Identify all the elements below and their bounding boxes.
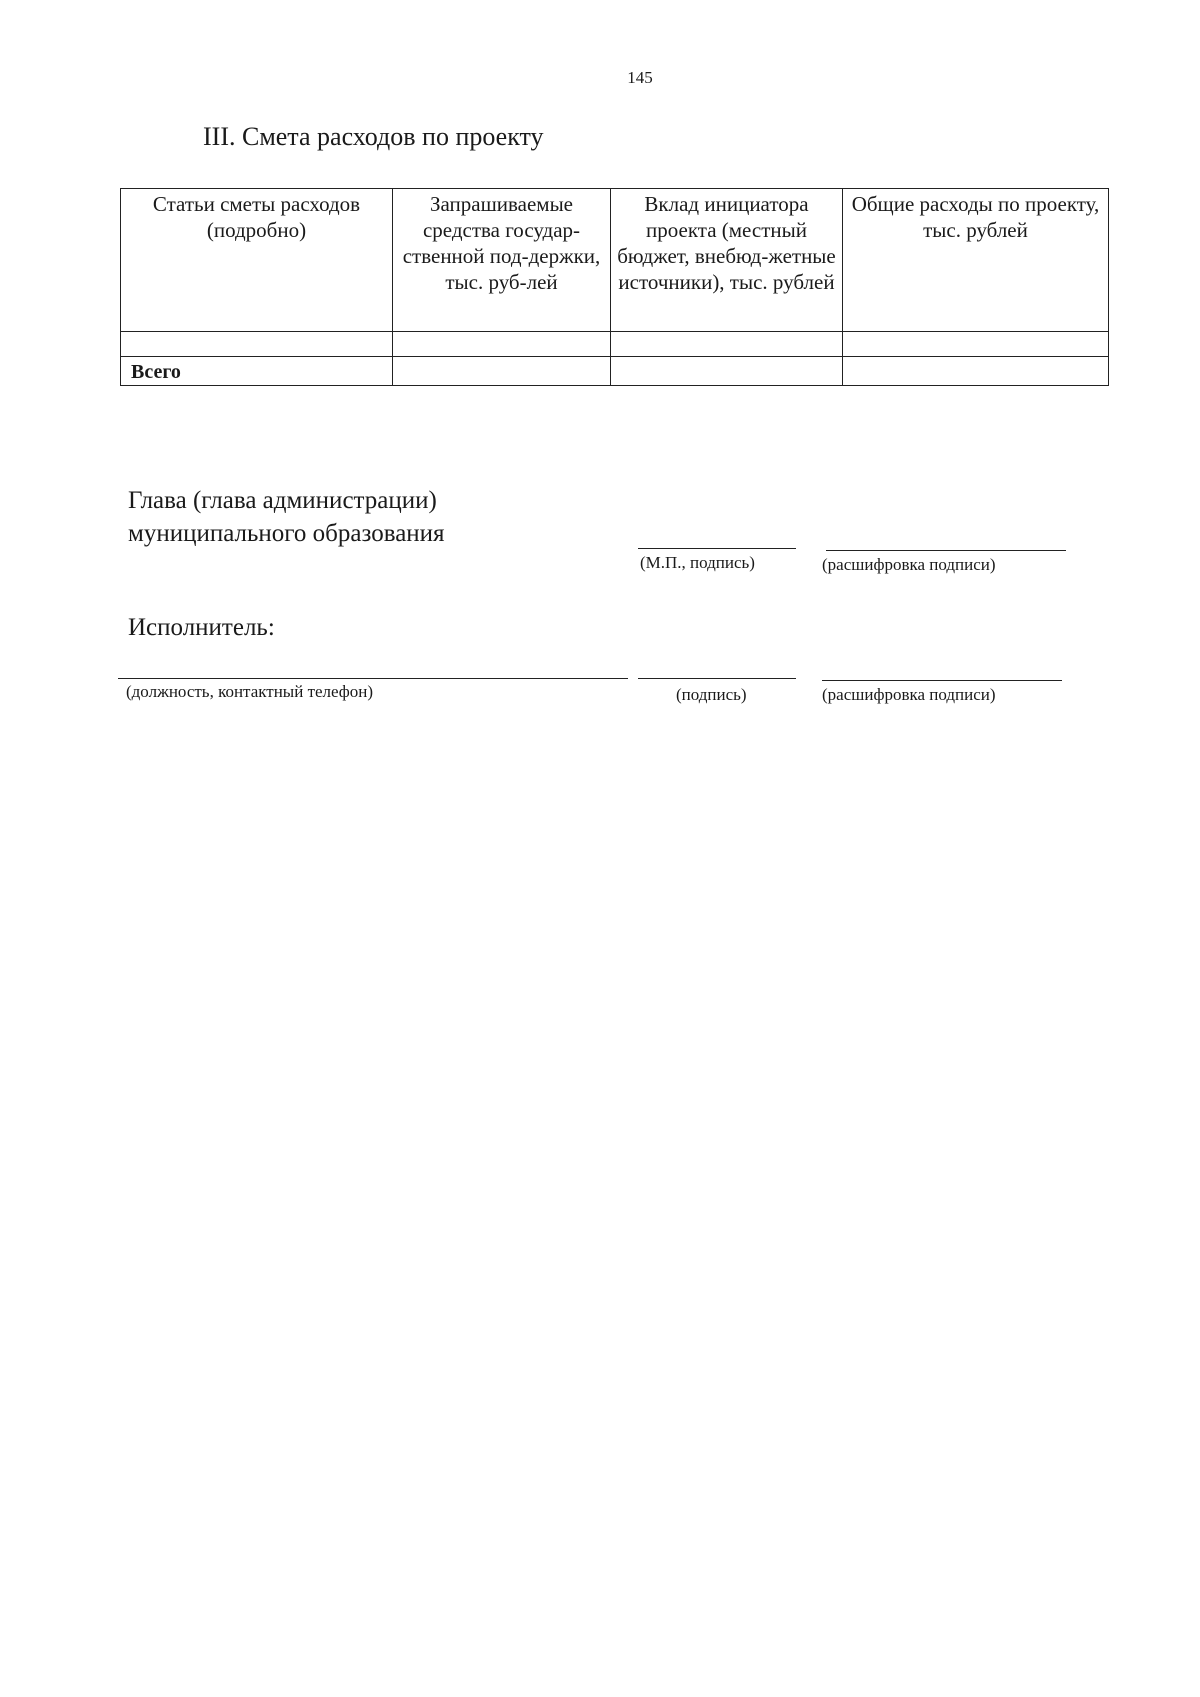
table-cell xyxy=(843,332,1109,357)
table-cell xyxy=(121,332,393,357)
table-row xyxy=(121,332,1109,357)
executor-label: Исполнитель: xyxy=(128,614,275,641)
executor-decode-line xyxy=(822,680,1062,681)
head-label-line1: Глава (глава администрации) xyxy=(128,487,437,514)
executor-decode-caption: (расшифровка подписи) xyxy=(822,685,996,704)
table-cell xyxy=(843,357,1109,386)
executor-sign-line xyxy=(638,678,796,679)
table-cell xyxy=(393,357,611,386)
budget-table xyxy=(120,188,1109,386)
table-cell xyxy=(611,332,843,357)
head-decode-line xyxy=(826,550,1066,551)
table-cell xyxy=(393,332,611,357)
head-sign-caption: (М.П., подпись) xyxy=(640,553,755,572)
section-title: III. Смета расходов по проекту xyxy=(203,122,544,151)
executor-position-caption: (должность, контактный телефон) xyxy=(126,682,374,701)
page-number: 145 xyxy=(627,68,653,87)
header-state-support: Запрашиваемые средства государ-ственной под-держки, тыс. руб-лей xyxy=(393,189,611,332)
header-budget-items: Статьи сметы расходов (подробно) xyxy=(121,189,393,332)
table-header-row xyxy=(121,189,1109,332)
header-initiator-contribution: Вклад инициатора проекта (местный бюджет, внебюд-жетные источники), тыс. рублей xyxy=(611,189,843,332)
table-cell xyxy=(611,357,843,386)
head-decode-caption: (расшифровка подписи) xyxy=(822,555,996,574)
table-total-row xyxy=(121,357,1109,386)
total-label: Всего xyxy=(121,357,393,386)
head-label-line2: муниципального образования xyxy=(128,520,445,547)
head-signature-label xyxy=(128,484,445,550)
head-sign-line xyxy=(638,548,796,549)
header-total-expenses: Общие расходы по проекту, тыс. рублей xyxy=(843,189,1109,332)
executor-position-line xyxy=(118,678,628,679)
executor-sign-caption: (подпись) xyxy=(676,685,747,704)
